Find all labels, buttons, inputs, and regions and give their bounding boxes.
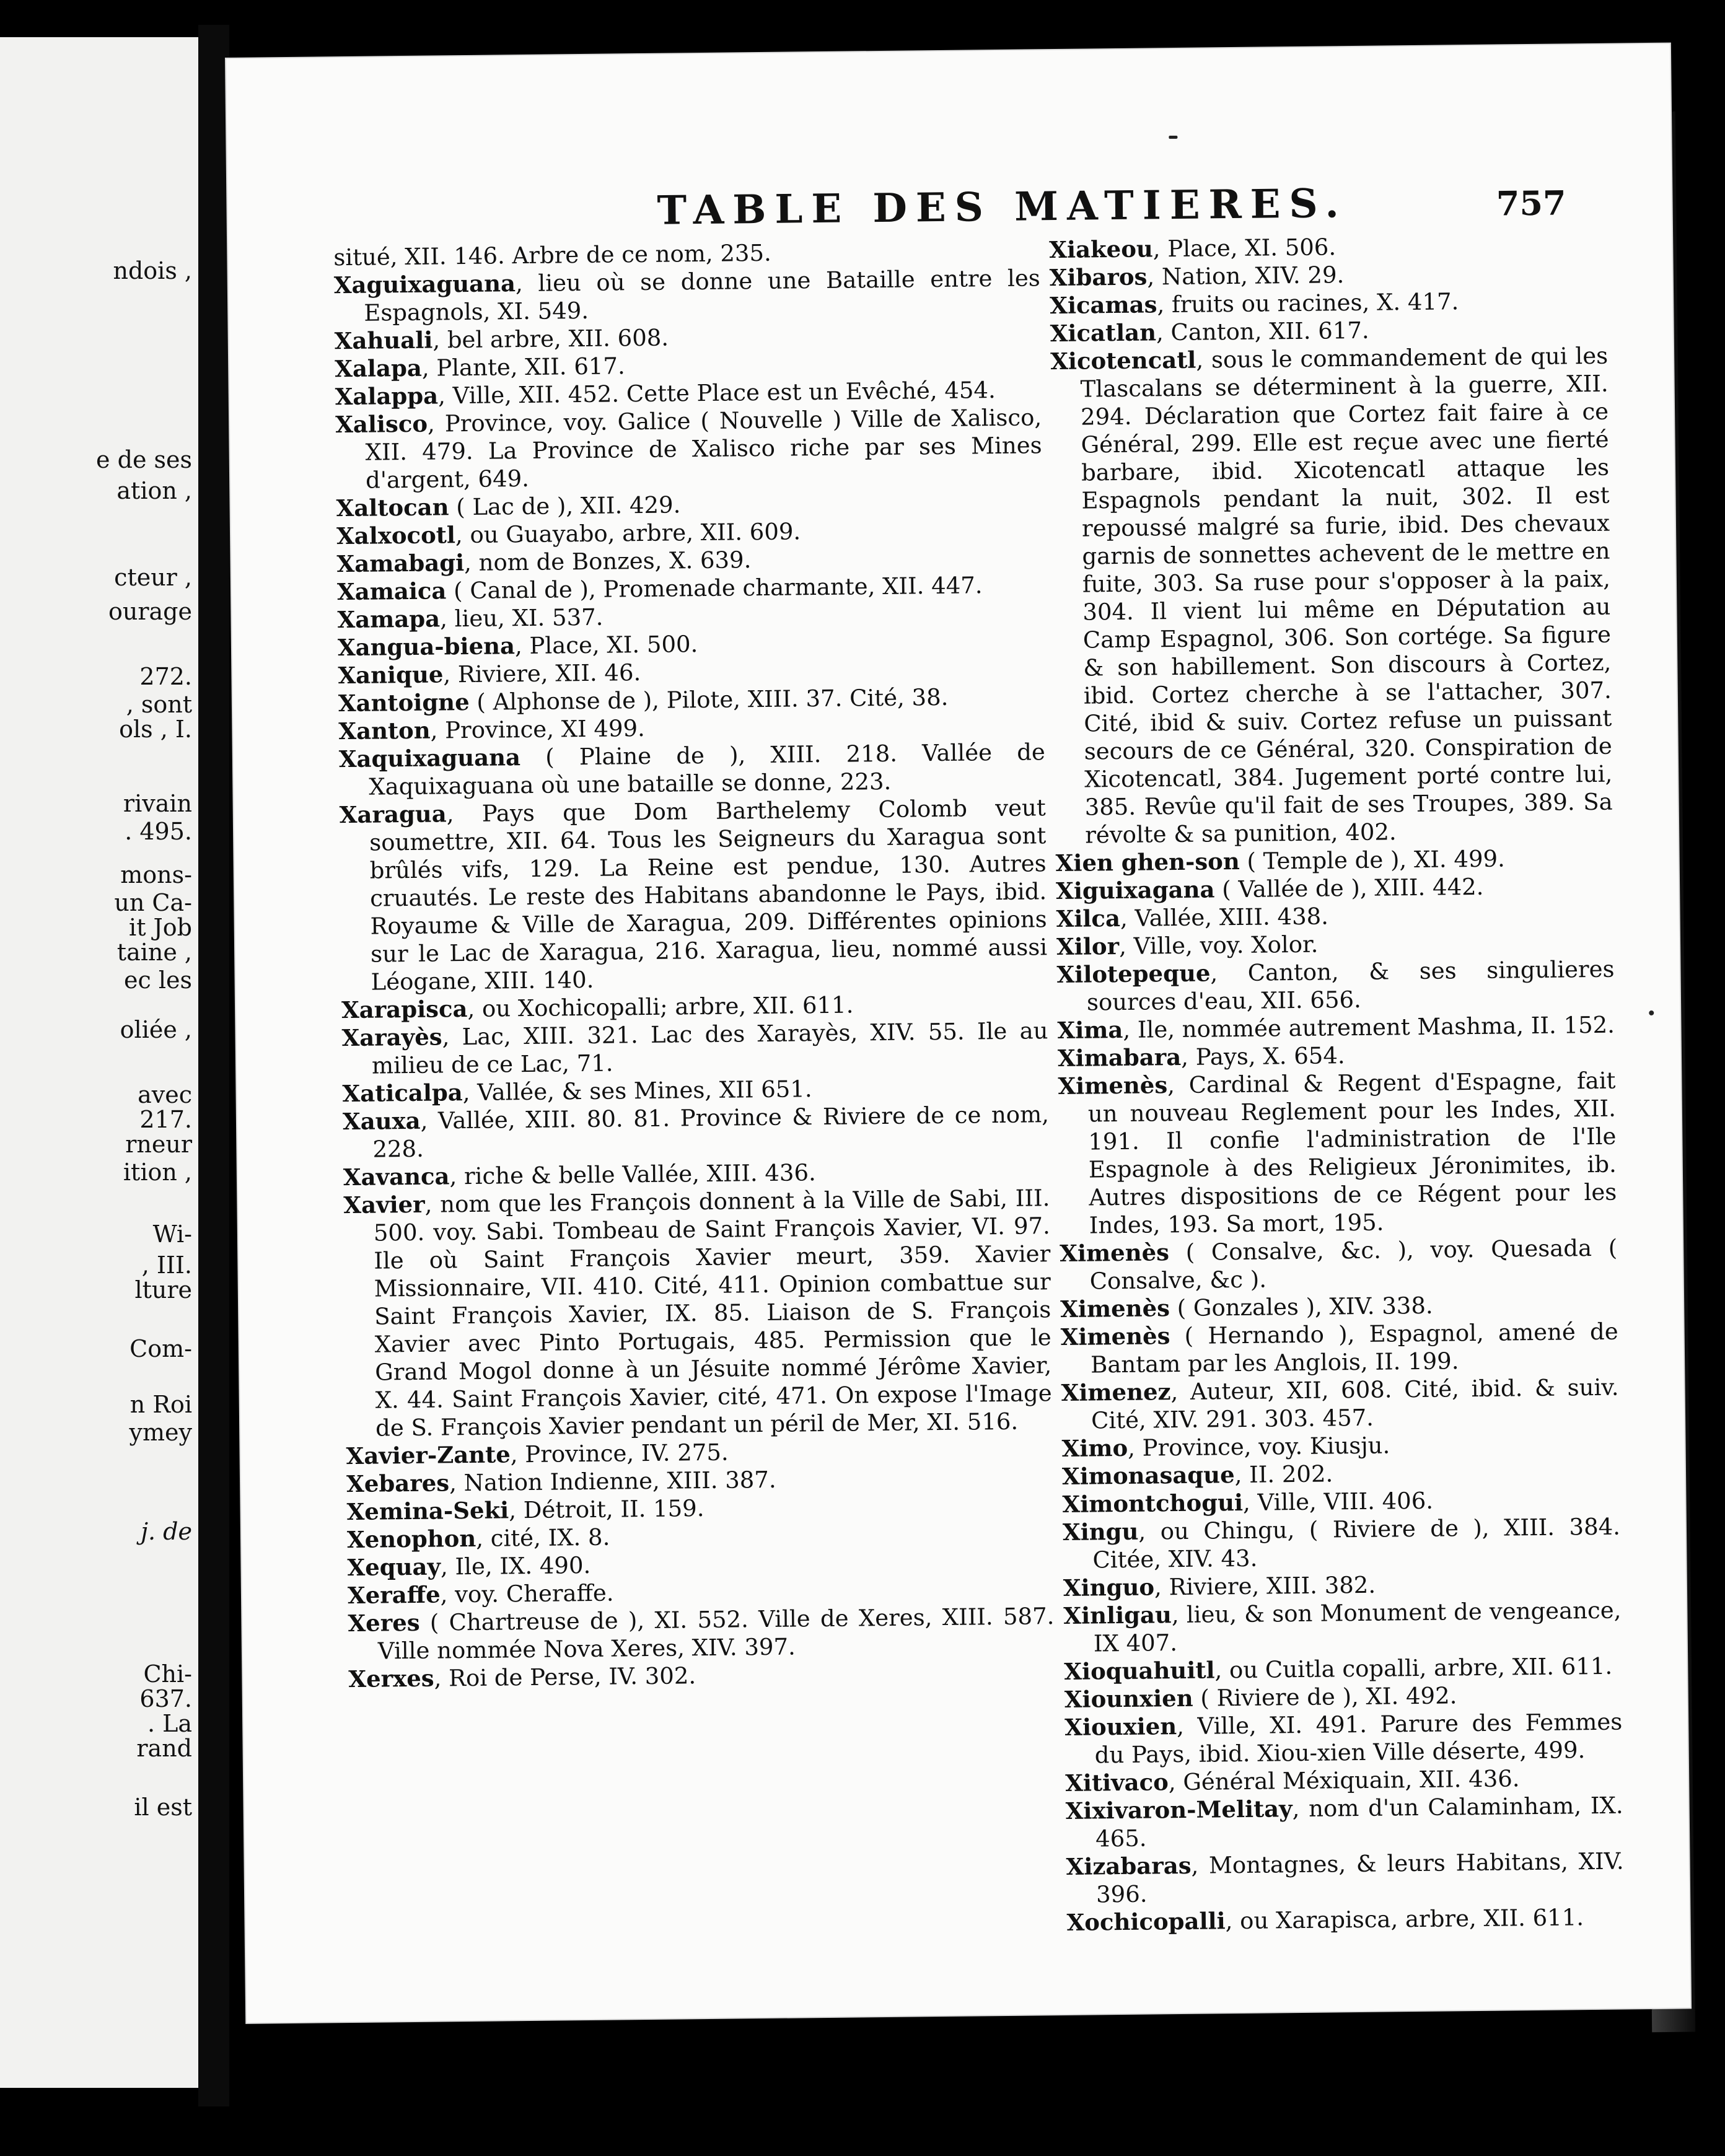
index-headword: Xiguixagana <box>1055 875 1215 905</box>
index-entry-text: , Riviere, XII. 46. <box>443 659 641 688</box>
index-entry-text: ( Hernando ), Espagnol, amené de Bantam par les Anglois, II. 199. <box>1090 1318 1618 1378</box>
index-headword: Xamaica <box>336 577 447 606</box>
index-headword: Xima <box>1057 1015 1123 1045</box>
index-entry-text: ( Canal de ), Promenade charmante, XII. 447. <box>446 572 983 605</box>
index-headword: Xioquahuitl <box>1064 1656 1215 1685</box>
index-entry <box>335 403 1042 494</box>
index-entry-text: , ou Chingu, ( Riviere de ), XIII. 384. Citée, XIV. 43. <box>1092 1513 1621 1574</box>
index-headword: Xingu <box>1062 1517 1139 1546</box>
index-headword: Xinguo <box>1063 1573 1155 1602</box>
index-headword: Xavier <box>343 1190 425 1219</box>
index-headword: Xien ghen-son <box>1055 847 1240 877</box>
index-entry <box>1061 1374 1619 1435</box>
fragment-line: e de ses <box>96 446 192 473</box>
index-headword: Ximenès <box>1060 1322 1170 1351</box>
index-entry-text: , Roi de Perse, IV. 302. <box>434 1662 696 1692</box>
index-column-left <box>333 236 1055 1693</box>
index-headword: Ximenez <box>1061 1378 1171 1407</box>
index-headword: Xitivaco <box>1064 1768 1169 1797</box>
index-headword: Xanton <box>338 716 431 745</box>
index-entry <box>341 1017 1048 1080</box>
index-entry-text: , Ile, nommée autrement Mashma, II. 152. <box>1123 1011 1615 1043</box>
fragment-line: mons- <box>120 861 192 888</box>
index-headword: Xiakeou <box>1049 235 1154 264</box>
index-headword: Xiouxien <box>1064 1712 1177 1741</box>
index-entry-text: , ou Cuitla copalli, arbre, XII. 611. <box>1214 1652 1613 1684</box>
index-headword: Xaquixaguana <box>338 743 521 773</box>
index-headword: Ximenès <box>1060 1238 1170 1268</box>
index-entry <box>1056 955 1615 1017</box>
index-entry-text: , Province, voy. Kiusju. <box>1127 1432 1390 1461</box>
index-entry-text: , Ile, IX. 490. <box>440 1551 591 1580</box>
index-headword: Xaltocan <box>336 493 449 522</box>
index-entry-text: , Canton, & ses singulieres sources d'eau, XII. 656. <box>1086 955 1615 1016</box>
book-gutter <box>198 25 229 2106</box>
index-entry-text: , Vallée, & ses Mines, XII 651. <box>462 1076 812 1106</box>
fragment-line: . La <box>147 1710 192 1737</box>
index-entry-text: , Pays que Dom Barthelemy Colomb veut soumettre, XII. 64. Tous les Seigneurs du Xaragua sont brûlés vifs, 129. La Reine est pendue, 130. Autres cruautés. Le reste des Habitans abandonne le Pays, ibid. Royaume & Ville de Xaragua, 209. Différentes opinions sur le Lac de Xaragua, 216. Xaragua, lieu, nommé aussi Léogane, XIII. 140. <box>369 794 1048 996</box>
index-entry <box>1060 1234 1618 1295</box>
index-entry-text: , Plante, XII. 617. <box>421 353 625 382</box>
fragment-line: Chi- <box>143 1660 192 1688</box>
index-headword: Xilotepeque <box>1056 959 1211 989</box>
index-entry <box>340 794 1048 996</box>
running-title: TABLE DES MATIERES. <box>657 180 1348 234</box>
fragment-line: rand <box>136 1735 192 1762</box>
fragment-line: lture <box>134 1276 192 1304</box>
fragment-line: , sont <box>126 691 192 718</box>
index-entry <box>1064 1652 1622 1686</box>
index-entry-text: , Montagnes, & leurs Habitans, XIV. 396. <box>1095 1847 1624 1908</box>
fragment-line: 272. <box>139 663 192 690</box>
index-entry-text: , Riviere, XIII. 382. <box>1154 1571 1376 1601</box>
index-entry-text: , II. 202. <box>1234 1460 1333 1489</box>
index-entry-text: , riche & belle Vallée, XIII. 436. <box>449 1159 816 1190</box>
index-entry <box>348 1602 1055 1665</box>
index-headword: Ximonasaque <box>1061 1461 1235 1490</box>
index-headword: Xixivaron-Melitay <box>1065 1795 1293 1825</box>
index-entry-text: , fruits ou racines, X. 417. <box>1157 288 1459 318</box>
fragment-line: taine , <box>116 939 192 966</box>
index-headword: Xequay <box>347 1553 441 1582</box>
index-headword: Xerxes <box>348 1664 434 1693</box>
index-headword: Xochicopalli <box>1066 1907 1226 1936</box>
index-headword: Xalapa <box>335 354 423 383</box>
index-entry-text: ( Plaine de ), XIII. 218. Vallée de Xaquixaguana où une bataille se donne, 223. <box>369 738 1046 800</box>
book-page <box>226 44 1690 2023</box>
index-entry <box>334 264 1041 327</box>
index-headword: Xicotencatl <box>1050 346 1196 375</box>
fragment-line: rneur <box>125 1131 192 1158</box>
index-entry-text: situé, XII. 146. Arbre de ce nom, 235. <box>333 239 771 271</box>
fragment-line: rivain <box>123 790 192 817</box>
index-entry-text: , Canton, XII. 617. <box>1156 317 1369 346</box>
index-headword: Xarapisca <box>341 995 468 1024</box>
index-headword: Xalisco <box>335 410 428 439</box>
index-headword: Xizabaras <box>1066 1851 1192 1880</box>
index-entry-text: , Vallée, XIII. 438. <box>1120 903 1329 932</box>
fragment-line: cteur , <box>114 564 192 591</box>
index-entry-text: , Ville, VIII. 406. <box>1242 1487 1434 1516</box>
index-headword: Xarayès <box>341 1023 442 1052</box>
index-entry-text: ( Lac de ), XII. 429. <box>449 491 681 521</box>
index-entry-text: , Province, voy. Galice ( Nouvelle ) Ville de Xalisco, XII. 479. La Province de Xalisco riche par ses Mines d'argent, 649. <box>365 404 1042 494</box>
index-headword: Xavier-Zante <box>346 1440 511 1470</box>
fragment-line: 637. <box>139 1685 192 1712</box>
index-entry-text: , Place, XI. 500. <box>514 631 698 660</box>
fragment-line: avec <box>138 1081 192 1108</box>
index-entry-text: ( Chartreuse de ), XI. 552. Ville de Xeres, XIII. 587. Ville nommée Nova Xeres, XIV. 397. <box>377 1603 1055 1665</box>
index-entry-text: , Place, XI. 506. <box>1152 234 1337 263</box>
index-headword: Xantoigne <box>338 688 470 717</box>
index-headword: Xibaros <box>1049 263 1148 292</box>
index-entry-text: , Vallée, XIII. 80. 81. Province & Riviere de ce nom, 228. <box>372 1101 1050 1163</box>
index-entry-text: ( Temple de ), XI. 499. <box>1239 845 1506 875</box>
index-entry-text: , ou Guayabo, arbre, XII. 609. <box>455 518 801 549</box>
index-entry-text: , lieu où se donne une Bataille entre les Espagnols, XI. 549. <box>364 265 1041 326</box>
index-headword: Xamapa <box>337 605 441 634</box>
index-entry-text: , Cardinal & Regent d'Espagne, fait un nouveau Reglement pour les Indes, XII. 191. Il confie l'administration de l'Ile Espagnole à des Religieux Jéronimites, ib. Autres dispositions de ce Régent pour les Indes, 193. Sa mort, 195. <box>1087 1067 1617 1239</box>
index-entry-text: , Nation, XIV. 29. <box>1147 261 1345 291</box>
index-entry-text: , Détroit, II. 159. <box>508 1495 704 1524</box>
index-headword: Xeres <box>348 1608 420 1637</box>
fragment-line: n Roi <box>129 1391 192 1418</box>
index-entry-text: , nom de Bonzes, X. 639. <box>463 546 752 577</box>
index-headword: Ximo <box>1061 1434 1128 1462</box>
index-headword: Ximenès <box>1060 1294 1170 1323</box>
index-headword: Ximabara <box>1057 1043 1182 1072</box>
index-entry-text: , voy. Cheraffe. <box>440 1579 614 1608</box>
index-headword: Xenophon <box>346 1524 476 1554</box>
index-entry <box>1050 342 1613 849</box>
index-headword: Xebares <box>346 1469 450 1498</box>
index-entry-text: , sous le commandement de qui les Tlascalans se déterminent à la guerre, XII. 294. Déclaration que Cortez fait faire à ce Général, 299. Elle est reçue avec une fierté barbare, ibid. Xicotencatl attaque les Espagnols pendant la nuit, 302. Il est repoussé malgré sa furie, ibid. Des chevaux garnis de sonnettes achevent de le mettre en fuite, 303. Sa ruse pour s'opposer à la paix, 304. Il vient lui même en Députation au Camp Espagnol, 306. Son cortége. Sa figure & son habillement. Son discours à Cortez, ibid. Cortez cherche à se l'attacher, 307. Cité, ibid & suiv. Cortez refuse un puissant secours de ce Général, 320. Conspiration de Xicotencatl, 384. Jugement porté contre lui, 385. Revûe qu'il fait de ses Troupes, 389. Sa révolte & sa punition, 402. <box>1080 342 1613 849</box>
index-entry <box>1058 1067 1617 1240</box>
index-headword: Xilca <box>1056 904 1121 933</box>
fragment-line: Com- <box>129 1335 192 1362</box>
index-headword: Ximontchogui <box>1062 1488 1244 1518</box>
fragment-line: Wi- <box>152 1220 192 1248</box>
index-entry <box>1066 1903 1624 1937</box>
index-entry-text: ( Consalve, &c. ), voy. Quesada ( Consalve, &c ). <box>1089 1234 1618 1295</box>
index-entry-text: , Lac, XIII. 321. Lac des Xarayès, XIV. 55. Ile au milieu de ce Lac, 71. <box>371 1017 1048 1079</box>
index-entry <box>1057 1011 1615 1045</box>
index-headword: Xicamas <box>1050 291 1157 320</box>
fragment-line: oliée , <box>120 1016 192 1043</box>
fragment-line: ition , <box>123 1159 192 1186</box>
previous-page-fragment <box>0 37 204 2088</box>
index-headword: Xaragua <box>339 800 447 829</box>
fragment-line: , III. <box>141 1251 192 1279</box>
index-entry-text: ( Vallée de ), XIII. 442. <box>1214 873 1484 903</box>
index-headword: Xaguixaguana <box>333 270 516 299</box>
index-entry-text: , ou Xarapisca, arbre, XII. 611. <box>1225 1904 1584 1935</box>
index-entry-text: , Province, IV. 275. <box>510 1439 729 1468</box>
index-headword: Xilor <box>1056 932 1120 961</box>
ink-speck <box>1649 1010 1654 1015</box>
fragment-line: j. de <box>141 1518 192 1545</box>
index-headword: Xavanca <box>343 1162 450 1191</box>
index-entry-text: , lieu, XI. 537. <box>439 603 604 633</box>
index-entry-text: ( Gonzales ), XIV. 338. <box>1169 1292 1433 1322</box>
index-entry-text: , lieu, & son Monument de vengeance, IX 407. <box>1093 1597 1622 1657</box>
index-headword: Xeraffe <box>347 1580 441 1610</box>
index-entry-text: , nom que les François donnent à la Ville de Sabi, III. 500. voy. Sabi. Tombeau de Saint François Xavier, VI. 97. Ile où Saint François Xavier meurt, 359. Xavier Missionnaire, VII. 410. Cité, 411. Opinion combattue sur Saint François Xavier, IX. 85. Liaison de S. François Xavier avec Pinto Portugais, 485. Permission que le Grand Mogol donne à un Jésuite nommé Jérôme Xavier, X. 44. Saint François Xavier, cité, 471. On expose l'Image de S. François Xavier pendant un péril de Mer, XI. 516. <box>373 1185 1052 1442</box>
fragment-line: un Ca- <box>114 889 192 916</box>
index-headword: Ximenès <box>1058 1071 1168 1100</box>
index-headword: Xamabagi <box>336 549 465 578</box>
index-entry <box>1066 1847 1624 1909</box>
fragment-line: ymey <box>129 1419 192 1446</box>
index-entry-text: , Général Méxiquain, XII. 436. <box>1168 1765 1520 1796</box>
index-entry-text: , bel arbre, XII. 608. <box>432 324 669 354</box>
index-entry-text: ( Riviere de ), XI. 492. <box>1193 1682 1457 1712</box>
index-entry-text: , Ville, XI. 491. Parure des Femmes du Pays, ibid. Xiou-xien Ville déserte, 499. <box>1094 1708 1623 1769</box>
index-entry-text: , Pays, X. 654. <box>1180 1042 1345 1071</box>
fragment-line: ec les <box>124 966 192 994</box>
index-entry <box>343 1100 1050 1163</box>
index-entry-text: , Auteur, XII, 608. Cité, ibid. & suiv. Cité, XIV. 291. 303. 457. <box>1091 1374 1619 1434</box>
index-entry-text: , Ville, XII. 452. Cette Place est un Evêché, 454. <box>437 377 996 410</box>
index-entry <box>1063 1597 1622 1658</box>
index-headword: Xalxocotl <box>336 521 456 550</box>
index-headword: Xemina-Seki <box>346 1496 509 1526</box>
index-headword: Xalappa <box>335 382 439 411</box>
index-entry-text: , Nation Indienne, XIII. 387. <box>449 1466 776 1497</box>
index-entry-text: ( Alphonse de ), Pilote, XIII. 37. Cité, 38. <box>469 683 949 716</box>
fragment-line: il est <box>134 1794 192 1821</box>
index-headword: Xaticalpa <box>342 1079 463 1108</box>
index-headword: Xanique <box>338 660 444 690</box>
index-headword: Xinligau <box>1063 1601 1172 1629</box>
index-entry <box>343 1184 1052 1442</box>
index-headword: Xicatlan <box>1050 318 1157 348</box>
fragment-line: 217. <box>139 1106 192 1133</box>
index-headword: Xauxa <box>342 1106 421 1136</box>
index-column-right <box>1049 230 1625 1937</box>
index-entry-text: , Province, XI 499. <box>430 714 646 744</box>
fragment-line: it Job <box>129 914 192 941</box>
fragment-line: ols , I. <box>119 716 192 743</box>
index-entry-text: , Ville, voy. Xolor. <box>1118 931 1319 960</box>
index-entry-text: , ou Xochicopalli; arbre, XII. 611. <box>467 991 854 1023</box>
index-headword: Xahuali <box>334 326 433 355</box>
fragment-line: ourage <box>108 598 192 625</box>
index-entry <box>1060 1318 1618 1379</box>
ink-speck <box>1169 136 1177 139</box>
index-entry <box>1065 1792 1623 1853</box>
page-number: 757 <box>1496 183 1566 224</box>
index-entry-text: , cité, IX. 8. <box>475 1523 610 1552</box>
index-entry <box>1064 1708 1623 1769</box>
fragment-line: ndois , <box>113 257 192 284</box>
fragment-line: ation , <box>116 477 192 504</box>
index-entry-text: , nom d'un Calaminham, IX. 465. <box>1095 1792 1623 1852</box>
index-entry <box>339 738 1046 801</box>
fragment-line: . 495. <box>125 818 192 845</box>
index-entry <box>1063 1513 1621 1574</box>
index-headword: Xangua-biena <box>337 632 516 662</box>
index-headword: Xiounxien <box>1064 1684 1193 1713</box>
